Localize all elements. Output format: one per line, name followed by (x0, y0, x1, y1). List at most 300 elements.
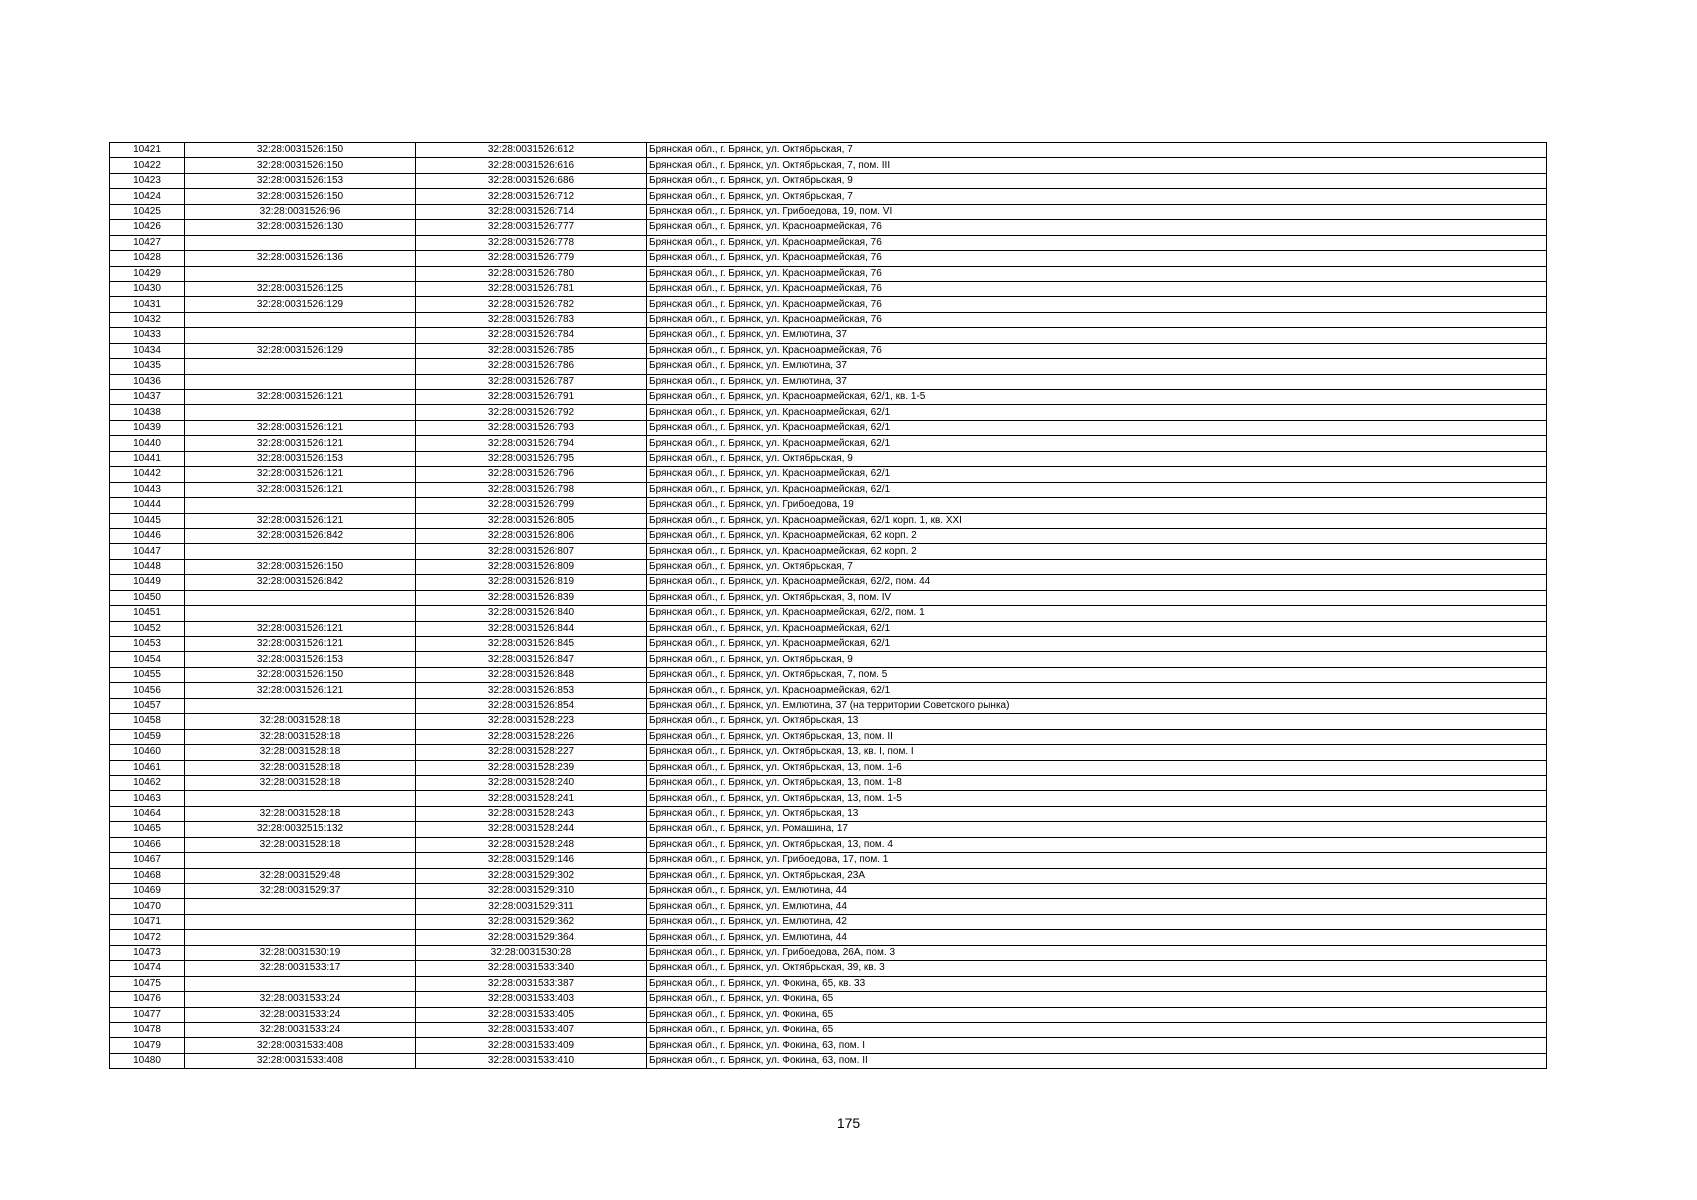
parcel-cadastral-number: 32:28:0031526:96 (185, 204, 416, 219)
object-address: Брянская обл., г. Брянск, ул. Октябрьская, 13 (647, 714, 1547, 729)
table-row (110, 498, 1547, 513)
object-address: Брянская обл., г. Брянск, ул. Красноармейская, 62/1 (647, 420, 1547, 435)
parcel-cadastral-number: 32:28:0031529:48 (185, 868, 416, 883)
table-row (110, 837, 1547, 852)
object-cadastral-number: 32:28:0031526:806 (416, 528, 647, 543)
parcel-cadastral-number: 32:28:0031526:121 (185, 420, 416, 435)
parcel-cadastral-number: 32:28:0031526:153 (185, 451, 416, 466)
object-cadastral-number: 32:28:0031526:793 (416, 420, 647, 435)
object-address: Брянская обл., г. Брянск, ул. Октябрьская, 9 (647, 652, 1547, 667)
object-cadastral-number: 32:28:0031529:362 (416, 914, 647, 929)
row-number: 10470 (110, 899, 185, 914)
object-address: Брянская обл., г. Брянск, ул. Красноармейская, 62/1 (647, 621, 1547, 636)
parcel-cadastral-number (185, 359, 416, 374)
row-number: 10478 (110, 1022, 185, 1037)
object-cadastral-number: 32:28:0031529:311 (416, 899, 647, 914)
object-cadastral-number: 32:28:0031526:784 (416, 328, 647, 343)
row-number: 10438 (110, 405, 185, 420)
table-row (110, 683, 1547, 698)
object-cadastral-number: 32:28:0031528:244 (416, 822, 647, 837)
parcel-cadastral-number (185, 266, 416, 281)
object-cadastral-number: 32:28:0031529:310 (416, 884, 647, 899)
parcel-cadastral-number (185, 976, 416, 991)
object-cadastral-number: 32:28:0031526:844 (416, 621, 647, 636)
object-address: Брянская обл., г. Брянск, ул. Емлютина, 37 (647, 374, 1547, 389)
row-number: 10441 (110, 451, 185, 466)
object-address: Брянская обл., г. Брянск, ул. Красноармейская, 76 (647, 312, 1547, 327)
table-row (110, 1038, 1547, 1053)
parcel-cadastral-number: 32:28:0031526:121 (185, 482, 416, 497)
object-address: Брянская обл., г. Брянск, ул. Красноармейская, 76 (647, 343, 1547, 358)
table-row (110, 204, 1547, 219)
object-address: Брянская обл., г. Брянск, ул. Октябрьская, 7 (647, 189, 1547, 204)
row-number: 10466 (110, 837, 185, 852)
registry-table-body (110, 143, 1547, 1069)
object-address: Брянская обл., г. Брянск, ул. Красноармейская, 62/1 (647, 683, 1547, 698)
object-cadastral-number: 32:28:0031526:845 (416, 637, 647, 652)
parcel-cadastral-number: 32:28:0031526:125 (185, 281, 416, 296)
row-number: 10448 (110, 559, 185, 574)
object-cadastral-number: 32:28:0031526:796 (416, 467, 647, 482)
object-cadastral-number: 32:28:0031533:407 (416, 1022, 647, 1037)
object-address: Брянская обл., г. Брянск, ул. Красноармейская, 62/1 корп. 1, кв. XXI (647, 513, 1547, 528)
object-cadastral-number: 32:28:0031533:387 (416, 976, 647, 991)
row-number: 10439 (110, 420, 185, 435)
object-address: Брянская обл., г. Брянск, ул. Октябрьская, 23А (647, 868, 1547, 883)
object-address: Брянская обл., г. Брянск, ул. Грибоедова, 17, пом. 1 (647, 853, 1547, 868)
table-row (110, 806, 1547, 821)
parcel-cadastral-number: 32:28:0031526:121 (185, 683, 416, 698)
table-row (110, 1053, 1547, 1068)
row-number: 10431 (110, 297, 185, 312)
object-cadastral-number: 32:28:0031526:714 (416, 204, 647, 219)
parcel-cadastral-number: 32:28:0031526:150 (185, 143, 416, 158)
row-number: 10442 (110, 467, 185, 482)
table-row (110, 390, 1547, 405)
table-row (110, 976, 1547, 991)
row-number: 10455 (110, 667, 185, 682)
row-number: 10454 (110, 652, 185, 667)
table-row (110, 1007, 1547, 1022)
parcel-cadastral-number: 32:28:0031526:153 (185, 173, 416, 188)
row-number: 10429 (110, 266, 185, 281)
table-row (110, 405, 1547, 420)
parcel-cadastral-number: 32:28:0031528:18 (185, 760, 416, 775)
table-row (110, 714, 1547, 729)
parcel-cadastral-number (185, 791, 416, 806)
table-row (110, 868, 1547, 883)
row-number: 10462 (110, 775, 185, 790)
table-row (110, 173, 1547, 188)
object-address: Брянская обл., г. Брянск, ул. Красноармейская, 76 (647, 281, 1547, 296)
object-address: Брянская обл., г. Брянск, ул. Фокина, 65 (647, 1007, 1547, 1022)
parcel-cadastral-number (185, 544, 416, 559)
row-number: 10434 (110, 343, 185, 358)
object-cadastral-number: 32:28:0031526:781 (416, 281, 647, 296)
object-cadastral-number: 32:28:0031528:240 (416, 775, 647, 790)
object-cadastral-number: 32:28:0031526:783 (416, 312, 647, 327)
row-number: 10424 (110, 189, 185, 204)
parcel-cadastral-number: 32:28:0031528:18 (185, 837, 416, 852)
row-number: 10436 (110, 374, 185, 389)
row-number: 10428 (110, 251, 185, 266)
object-cadastral-number: 32:28:0031526:787 (416, 374, 647, 389)
table-row (110, 482, 1547, 497)
object-cadastral-number: 32:28:0031529:364 (416, 930, 647, 945)
parcel-cadastral-number: 32:28:0031526:121 (185, 637, 416, 652)
object-cadastral-number: 32:28:0031526:847 (416, 652, 647, 667)
object-cadastral-number: 32:28:0031529:146 (416, 853, 647, 868)
parcel-cadastral-number: 32:28:0031526:130 (185, 220, 416, 235)
parcel-cadastral-number (185, 899, 416, 914)
row-number: 10452 (110, 621, 185, 636)
object-address: Брянская обл., г. Брянск, ул. Грибоедова, 19, пом. VI (647, 204, 1547, 219)
object-address: Брянская обл., г. Брянск, ул. Красноармейская, 76 (647, 235, 1547, 250)
table-row (110, 652, 1547, 667)
object-address: Брянская обл., г. Брянск, ул. Емлютина, 44 (647, 899, 1547, 914)
table-row (110, 359, 1547, 374)
table-row (110, 899, 1547, 914)
object-address: Брянская обл., г. Брянск, ул. Ромашина, 17 (647, 822, 1547, 837)
object-cadastral-number: 32:28:0031526:612 (416, 143, 647, 158)
object-cadastral-number: 32:28:0031526:848 (416, 667, 647, 682)
parcel-cadastral-number: 32:28:0032515:132 (185, 822, 416, 837)
row-number: 10456 (110, 683, 185, 698)
object-cadastral-number: 32:28:0031526:798 (416, 482, 647, 497)
parcel-cadastral-number (185, 374, 416, 389)
object-cadastral-number: 32:28:0031526:792 (416, 405, 647, 420)
object-cadastral-number: 32:28:0031526:779 (416, 251, 647, 266)
row-number: 10461 (110, 760, 185, 775)
row-number: 10433 (110, 328, 185, 343)
parcel-cadastral-number (185, 312, 416, 327)
object-cadastral-number: 32:28:0031530:28 (416, 945, 647, 960)
table-row (110, 559, 1547, 574)
object-cadastral-number: 32:28:0031526:809 (416, 559, 647, 574)
parcel-cadastral-number: 32:28:0031526:150 (185, 189, 416, 204)
object-address: Брянская обл., г. Брянск, ул. Фокина, 63, пом. I (647, 1038, 1547, 1053)
table-row (110, 914, 1547, 929)
object-address: Брянская обл., г. Брянск, ул. Красноармейская, 62/1 (647, 405, 1547, 420)
table-row (110, 374, 1547, 389)
object-address: Брянская обл., г. Брянск, ул. Грибоедова, 26А, пом. 3 (647, 945, 1547, 960)
table-row (110, 698, 1547, 713)
row-number: 10430 (110, 281, 185, 296)
row-number: 10476 (110, 992, 185, 1007)
parcel-cadastral-number: 32:28:0031526:121 (185, 621, 416, 636)
object-address: Брянская обл., г. Брянск, ул. Октябрьская, 9 (647, 451, 1547, 466)
object-address: Брянская обл., г. Брянск, ул. Красноармейская, 62 корп. 2 (647, 544, 1547, 559)
object-cadastral-number: 32:28:0031526:840 (416, 606, 647, 621)
page-number: 175 (836, 1115, 861, 1131)
object-address: Брянская обл., г. Брянск, ул. Емлютина, 37 (на территории Советского рынка) (647, 698, 1547, 713)
row-number: 10437 (110, 390, 185, 405)
row-number: 10479 (110, 1038, 185, 1053)
object-cadastral-number: 32:28:0031526:786 (416, 359, 647, 374)
object-address: Брянская обл., г. Брянск, ул. Октябрьская, 13, пом. 1-5 (647, 791, 1547, 806)
row-number: 10464 (110, 806, 185, 821)
row-number: 10480 (110, 1053, 185, 1068)
parcel-cadastral-number: 32:28:0031529:37 (185, 884, 416, 899)
table-row (110, 853, 1547, 868)
row-number: 10447 (110, 544, 185, 559)
row-number: 10451 (110, 606, 185, 621)
object-cadastral-number: 32:28:0031526:794 (416, 436, 647, 451)
row-number: 10435 (110, 359, 185, 374)
row-number: 10471 (110, 914, 185, 929)
table-row (110, 281, 1547, 296)
parcel-cadastral-number (185, 914, 416, 929)
object-address: Брянская обл., г. Брянск, ул. Грибоедова, 19 (647, 498, 1547, 513)
object-cadastral-number: 32:28:0031526:805 (416, 513, 647, 528)
object-address: Брянская обл., г. Брянск, ул. Октябрьская, 7 (647, 559, 1547, 574)
parcel-cadastral-number: 32:28:0031526:842 (185, 528, 416, 543)
object-cadastral-number: 32:28:0031526:785 (416, 343, 647, 358)
table-row (110, 992, 1547, 1007)
parcel-cadastral-number: 32:28:0031530:19 (185, 945, 416, 960)
object-address: Брянская обл., г. Брянск, ул. Красноармейская, 76 (647, 297, 1547, 312)
parcel-cadastral-number: 32:28:0031526:153 (185, 652, 416, 667)
object-address: Брянская обл., г. Брянск, ул. Емлютина, 44 (647, 884, 1547, 899)
object-address: Брянская обл., г. Брянск, ул. Октябрьская, 7, пом. 5 (647, 667, 1547, 682)
table-row (110, 544, 1547, 559)
parcel-cadastral-number: 32:28:0031533:17 (185, 961, 416, 976)
parcel-cadastral-number: 32:28:0031533:24 (185, 992, 416, 1007)
object-cadastral-number: 32:28:0031529:302 (416, 868, 647, 883)
object-address: Брянская обл., г. Брянск, ул. Фокина, 65, кв. 33 (647, 976, 1547, 991)
table-row (110, 884, 1547, 899)
object-cadastral-number: 32:28:0031533:340 (416, 961, 647, 976)
object-address: Брянская обл., г. Брянск, ул. Емлютина, 37 (647, 359, 1547, 374)
object-cadastral-number: 32:28:0031526:782 (416, 297, 647, 312)
row-number: 10468 (110, 868, 185, 883)
parcel-cadastral-number: 32:28:0031533:408 (185, 1053, 416, 1068)
row-number: 10432 (110, 312, 185, 327)
table-row (110, 189, 1547, 204)
object-address: Брянская обл., г. Брянск, ул. Октябрьская, 39, кв. 3 (647, 961, 1547, 976)
object-cadastral-number: 32:28:0031526:819 (416, 575, 647, 590)
row-number: 10458 (110, 714, 185, 729)
object-cadastral-number: 32:28:0031533:410 (416, 1053, 647, 1068)
object-address: Брянская обл., г. Брянск, ул. Красноармейская, 76 (647, 266, 1547, 281)
table-row (110, 143, 1547, 158)
parcel-cadastral-number: 32:28:0031528:18 (185, 745, 416, 760)
object-cadastral-number: 32:28:0031528:248 (416, 837, 647, 852)
row-number: 10474 (110, 961, 185, 976)
table-row (110, 1022, 1547, 1037)
row-number: 10444 (110, 498, 185, 513)
object-cadastral-number: 32:28:0031528:243 (416, 806, 647, 821)
parcel-cadastral-number: 32:28:0031526:150 (185, 559, 416, 574)
object-address: Брянская обл., г. Брянск, ул. Емлютина, 42 (647, 914, 1547, 929)
parcel-cadastral-number: 32:28:0031526:129 (185, 343, 416, 358)
object-address: Брянская обл., г. Брянск, ул. Красноармейская, 62 корп. 2 (647, 528, 1547, 543)
object-cadastral-number: 32:28:0031526:616 (416, 158, 647, 173)
parcel-cadastral-number: 32:28:0031526:121 (185, 513, 416, 528)
object-cadastral-number: 32:28:0031533:405 (416, 1007, 647, 1022)
parcel-cadastral-number: 32:28:0031526:121 (185, 436, 416, 451)
table-row (110, 745, 1547, 760)
table-row (110, 158, 1547, 173)
row-number: 10443 (110, 482, 185, 497)
object-address: Брянская обл., г. Брянск, ул. Красноармейская, 62/1 (647, 436, 1547, 451)
row-number: 10472 (110, 930, 185, 945)
table-row (110, 729, 1547, 744)
object-address: Брянская обл., г. Брянск, ул. Емлютина, 37 (647, 328, 1547, 343)
object-cadastral-number: 32:28:0031526:807 (416, 544, 647, 559)
object-cadastral-number: 32:28:0031526:780 (416, 266, 647, 281)
row-number: 10445 (110, 513, 185, 528)
parcel-cadastral-number: 32:28:0031526:121 (185, 467, 416, 482)
parcel-cadastral-number: 32:28:0031528:18 (185, 775, 416, 790)
table-row (110, 251, 1547, 266)
row-number: 10422 (110, 158, 185, 173)
table-row (110, 930, 1547, 945)
object-address: Брянская обл., г. Брянск, ул. Октябрьская, 3, пом. IV (647, 590, 1547, 605)
row-number: 10465 (110, 822, 185, 837)
parcel-cadastral-number (185, 930, 416, 945)
table-row (110, 621, 1547, 636)
table-row (110, 220, 1547, 235)
table-row (110, 775, 1547, 790)
object-address: Брянская обл., г. Брянск, ул. Красноармейская, 62/1 (647, 637, 1547, 652)
table-row (110, 436, 1547, 451)
table-row (110, 513, 1547, 528)
table-row (110, 328, 1547, 343)
table-row (110, 637, 1547, 652)
object-cadastral-number: 32:28:0031528:227 (416, 745, 647, 760)
table-row (110, 961, 1547, 976)
object-address: Брянская обл., г. Брянск, ул. Октябрьская, 7, пом. III (647, 158, 1547, 173)
row-number: 10449 (110, 575, 185, 590)
table-row (110, 822, 1547, 837)
parcel-cadastral-number: 32:28:0031528:18 (185, 806, 416, 821)
row-number: 10477 (110, 1007, 185, 1022)
parcel-cadastral-number (185, 606, 416, 621)
row-number: 10453 (110, 637, 185, 652)
object-address: Брянская обл., г. Брянск, ул. Октябрьская, 13, пом. 4 (647, 837, 1547, 852)
object-cadastral-number: 32:28:0031526:799 (416, 498, 647, 513)
object-cadastral-number: 32:28:0031533:409 (416, 1038, 647, 1053)
table-row (110, 467, 1547, 482)
object-address: Брянская обл., г. Брянск, ул. Октябрьская, 13 (647, 806, 1547, 821)
object-cadastral-number: 32:28:0031526:854 (416, 698, 647, 713)
parcel-cadastral-number: 32:28:0031528:18 (185, 714, 416, 729)
row-number: 10425 (110, 204, 185, 219)
parcel-cadastral-number: 32:28:0031528:18 (185, 729, 416, 744)
table-row (110, 266, 1547, 281)
row-number: 10459 (110, 729, 185, 744)
object-address: Брянская обл., г. Брянск, ул. Октябрьская, 9 (647, 173, 1547, 188)
table-row (110, 528, 1547, 543)
parcel-cadastral-number (185, 698, 416, 713)
object-cadastral-number: 32:28:0031526:686 (416, 173, 647, 188)
object-cadastral-number: 32:28:0031526:778 (416, 235, 647, 250)
table-row (110, 343, 1547, 358)
row-number: 10446 (110, 528, 185, 543)
parcel-cadastral-number: 32:28:0031533:24 (185, 1022, 416, 1037)
object-address: Брянская обл., г. Брянск, ул. Октябрьская, 13, пом. 1-6 (647, 760, 1547, 775)
table-row (110, 235, 1547, 250)
parcel-cadastral-number (185, 498, 416, 513)
object-cadastral-number: 32:28:0031528:239 (416, 760, 647, 775)
object-address: Брянская обл., г. Брянск, ул. Фокина, 63, пом. II (647, 1053, 1547, 1068)
object-address: Брянская обл., г. Брянск, ул. Красноармейская, 62/1 (647, 467, 1547, 482)
table-row (110, 312, 1547, 327)
row-number: 10460 (110, 745, 185, 760)
row-number: 10475 (110, 976, 185, 991)
object-address: Брянская обл., г. Брянск, ул. Емлютина, 44 (647, 930, 1547, 945)
object-cadastral-number: 32:28:0031528:241 (416, 791, 647, 806)
parcel-cadastral-number (185, 590, 416, 605)
object-address: Брянская обл., г. Брянск, ул. Красноармейская, 62/1, кв. 1-5 (647, 390, 1547, 405)
table-row (110, 297, 1547, 312)
row-number: 10427 (110, 235, 185, 250)
object-cadastral-number: 32:28:0031526:839 (416, 590, 647, 605)
object-address: Брянская обл., г. Брянск, ул. Красноармейская, 62/2, пом. 44 (647, 575, 1547, 590)
table-row (110, 760, 1547, 775)
object-cadastral-number: 32:28:0031533:403 (416, 992, 647, 1007)
registry-table (109, 142, 1547, 1069)
object-address: Брянская обл., г. Брянск, ул. Красноармейская, 62/1 (647, 482, 1547, 497)
object-address: Брянская обл., г. Брянск, ул. Октябрьская, 7 (647, 143, 1547, 158)
parcel-cadastral-number: 32:28:0031526:842 (185, 575, 416, 590)
table-row (110, 590, 1547, 605)
object-address: Брянская обл., г. Брянск, ул. Октябрьская, 13, пом. II (647, 729, 1547, 744)
object-cadastral-number: 32:28:0031526:853 (416, 683, 647, 698)
row-number: 10473 (110, 945, 185, 960)
object-cadastral-number: 32:28:0031526:777 (416, 220, 647, 235)
object-address: Брянская обл., г. Брянск, ул. Красноармейская, 76 (647, 251, 1547, 266)
table-row (110, 667, 1547, 682)
parcel-cadastral-number (185, 853, 416, 868)
row-number: 10457 (110, 698, 185, 713)
table-row (110, 575, 1547, 590)
row-number: 10469 (110, 884, 185, 899)
row-number: 10421 (110, 143, 185, 158)
object-cadastral-number: 32:28:0031526:712 (416, 189, 647, 204)
parcel-cadastral-number (185, 328, 416, 343)
object-address: Брянская обл., г. Брянск, ул. Фокина, 65 (647, 1022, 1547, 1037)
parcel-cadastral-number: 32:28:0031526:121 (185, 390, 416, 405)
row-number: 10423 (110, 173, 185, 188)
row-number: 10450 (110, 590, 185, 605)
table-row (110, 945, 1547, 960)
object-address: Брянская обл., г. Брянск, ул. Октябрьская, 13, пом. 1-8 (647, 775, 1547, 790)
object-address: Брянская обл., г. Брянск, ул. Фокина, 65 (647, 992, 1547, 1007)
parcel-cadastral-number (185, 235, 416, 250)
parcel-cadastral-number: 32:28:0031526:129 (185, 297, 416, 312)
object-cadastral-number: 32:28:0031528:223 (416, 714, 647, 729)
object-address: Брянская обл., г. Брянск, ул. Красноармейская, 62/2, пом. 1 (647, 606, 1547, 621)
object-cadastral-number: 32:28:0031528:226 (416, 729, 647, 744)
row-number: 10426 (110, 220, 185, 235)
parcel-cadastral-number: 32:28:0031526:150 (185, 667, 416, 682)
row-number: 10467 (110, 853, 185, 868)
table-row (110, 606, 1547, 621)
parcel-cadastral-number: 32:28:0031526:150 (185, 158, 416, 173)
table-row (110, 420, 1547, 435)
object-address: Брянская обл., г. Брянск, ул. Октябрьская, 13, кв. I, пом. I (647, 745, 1547, 760)
parcel-cadastral-number: 32:28:0031526:136 (185, 251, 416, 266)
row-number: 10463 (110, 791, 185, 806)
parcel-cadastral-number: 32:28:0031533:408 (185, 1038, 416, 1053)
object-cadastral-number: 32:28:0031526:791 (416, 390, 647, 405)
table-row (110, 791, 1547, 806)
parcel-cadastral-number: 32:28:0031533:24 (185, 1007, 416, 1022)
row-number: 10440 (110, 436, 185, 451)
table-row (110, 451, 1547, 466)
